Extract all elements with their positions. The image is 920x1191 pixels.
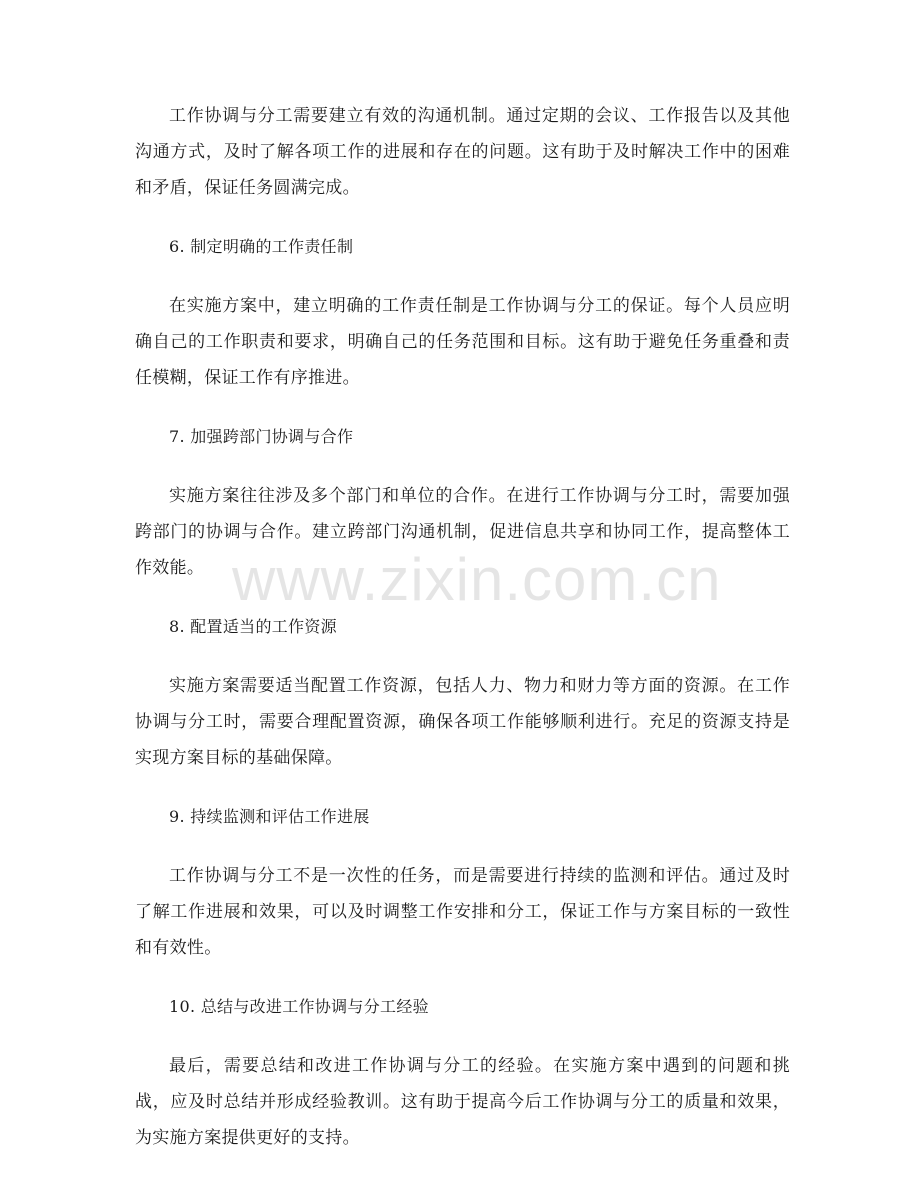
paragraph: 最后，需要总结和改进工作协调与分工的经验。在实施方案中遇到的问题和挑战，应及时总结并形成经验教训。这有助于提高今后工作协调与分工的质量和效果，为实施方案提供更好的支持。: [135, 1056, 790, 1148]
paragraph: 实施方案往往涉及多个部门和单位的合作。在进行工作协调与分工时，需要加强跨部门的协调与合作。建立跨部门沟通机制，促进信息共享和协同工作，提高整体工作效能。: [135, 486, 790, 578]
section-heading: 9. 持续监测和评估工作进展: [169, 807, 370, 826]
watermark: www.zixin.com.cn: [232, 546, 722, 613]
paragraph: 实施方案需要适当配置工作资源，包括人力、物力和财力等方面的资源。在工作协调与分工时，需要合理配置资源，确保各项工作能够顺利进行。充足的资源支持是实现方案目标的基础保障。: [135, 676, 790, 768]
section-heading: 7. 加强跨部门协调与合作: [169, 427, 354, 446]
paragraph: 工作协调与分工不是一次性的任务，而是需要进行持续的监测和评估。通过及时了解工作进展和效果，可以及时调整工作安排和分工，保证工作与方案目标的一致性和有效性。: [135, 866, 790, 958]
paragraph: 在实施方案中，建立明确的工作责任制是工作协调与分工的保证。每个人员应明确自己的工作职责和要求，明确自己的任务范围和目标。这有助于避免任务重叠和责任模糊，保证工作有序推进。: [135, 296, 790, 388]
section-heading: 8. 配置适当的工作资源: [169, 617, 337, 636]
section-heading: 6. 制定明确的工作责任制: [169, 237, 354, 256]
section-heading: 10. 总结与改进工作协调与分工经验: [169, 997, 429, 1016]
paragraph: 工作协调与分工需要建立有效的沟通机制。通过定期的会议、工作报告以及其他沟通方式，及时了解各项工作的进展和存在的问题。这有助于及时解决工作中的困难和矛盾，保证任务圆满完成。: [135, 106, 790, 198]
document-page: [135, 98, 790, 1179]
